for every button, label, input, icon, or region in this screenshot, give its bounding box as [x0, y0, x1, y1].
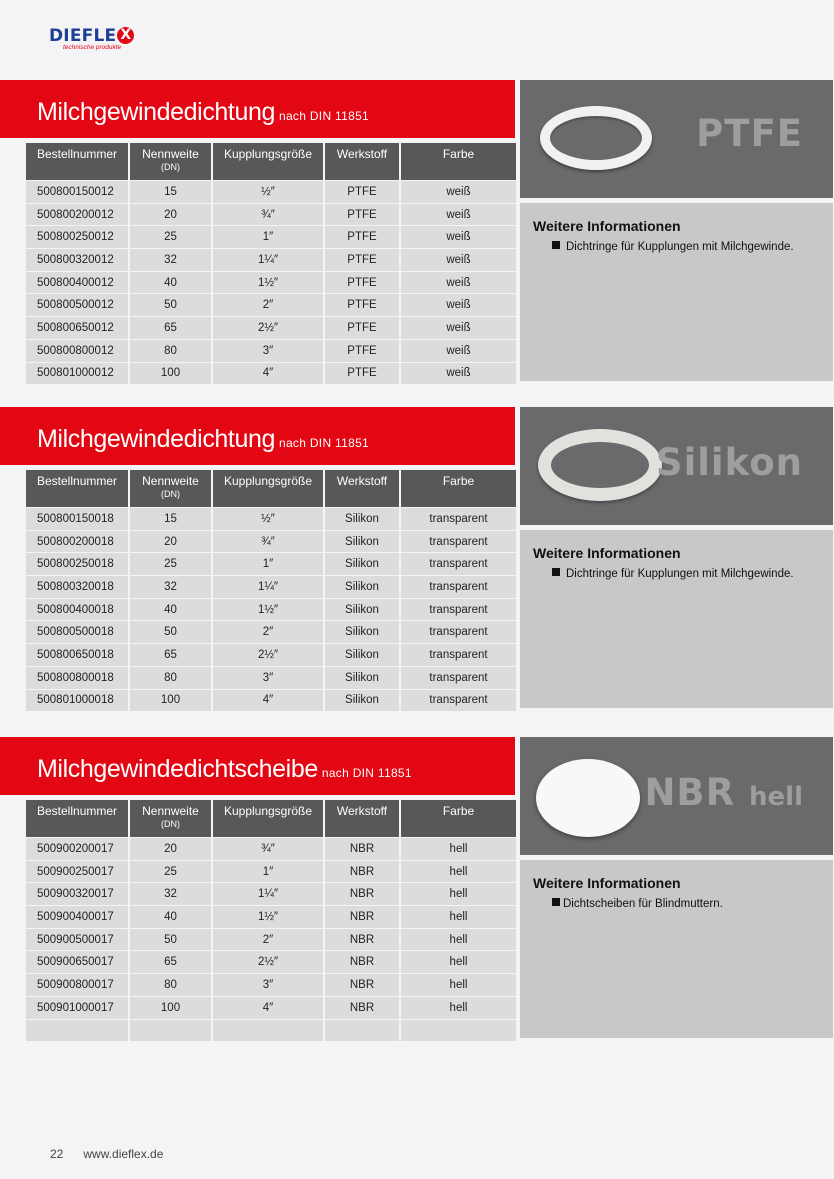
table-row: [26, 974, 516, 996]
cell-coupling: 1¼″: [213, 576, 323, 598]
section-banner: [0, 80, 515, 138]
col-header-coupling: Kupplungsgröße: [213, 470, 323, 507]
table-row: [26, 576, 516, 598]
cell-color: weiß: [401, 317, 516, 339]
cell-nominal: 50: [130, 294, 211, 316]
cell-order-no: 500800150012: [26, 181, 128, 203]
cell-coupling: 3″: [213, 340, 323, 362]
table-row: [26, 181, 516, 203]
cell-coupling: 1¼″: [213, 249, 323, 271]
table-row: [26, 621, 516, 643]
cell-order-no: 500900200017: [26, 838, 128, 860]
table-row: [26, 690, 516, 712]
cell-order-no: 500800500012: [26, 294, 128, 316]
table-row: [26, 838, 516, 860]
cell-material: [325, 1020, 399, 1042]
cell-coupling: 2½″: [213, 951, 323, 973]
info-heading: Weitere Informationen: [533, 875, 681, 891]
cell-order-no: 500800800018: [26, 667, 128, 689]
material-label: NBR hell: [644, 771, 803, 814]
cell-color: weiß: [401, 181, 516, 203]
product-image-panel: [520, 80, 833, 198]
cell-material: Silikon: [325, 621, 399, 643]
cell-coupling: [213, 1020, 323, 1042]
col-header-order-no: Bestellnummer: [26, 143, 128, 180]
page-footer: [50, 1147, 163, 1161]
product-table: [24, 469, 518, 712]
cell-material: NBR: [325, 906, 399, 928]
cell-nominal: [130, 1020, 211, 1042]
table-row: [26, 226, 516, 248]
ptfe-ring-image: [540, 106, 652, 170]
cell-material: PTFE: [325, 363, 399, 385]
col-header-dn: (DN): [161, 162, 180, 172]
cell-color: weiß: [401, 226, 516, 248]
col-header-nominal: Nennweite (DN): [130, 143, 211, 180]
product-image-panel: [520, 407, 833, 525]
table-row: [26, 272, 516, 294]
product-table: [24, 142, 518, 385]
bullet-square-icon: [552, 241, 560, 249]
section-title: Milchgewindedichtscheibe nach DIN 11851: [37, 755, 412, 783]
col-header-nominal: Nennweite (DN): [130, 470, 211, 507]
cell-material: NBR: [325, 861, 399, 883]
col-header-nominal: Nennweite (DN): [130, 800, 211, 837]
cell-order-no: 500800250012: [26, 226, 128, 248]
table-row: [26, 553, 516, 575]
cell-coupling: 4″: [213, 690, 323, 712]
cell-nominal: 100: [130, 997, 211, 1019]
cell-material: NBR: [325, 929, 399, 951]
logo-tagline: technische produkte: [63, 44, 122, 51]
cell-material: Silikon: [325, 644, 399, 666]
cell-color: weiß: [401, 340, 516, 362]
cell-nominal: 40: [130, 906, 211, 928]
table-row: [26, 531, 516, 553]
cell-material: Silikon: [325, 531, 399, 553]
cell-material: Silikon: [325, 690, 399, 712]
cell-coupling: ¾″: [213, 531, 323, 553]
info-panel: [520, 860, 833, 1038]
cell-color: weiß: [401, 363, 516, 385]
cell-order-no: 500900250017: [26, 861, 128, 883]
cell-nominal: 80: [130, 667, 211, 689]
table-row: [26, 644, 516, 666]
cell-material: Silikon: [325, 508, 399, 530]
cell-color: transparent: [401, 644, 516, 666]
product-table: [24, 799, 518, 1042]
cell-coupling: 1½″: [213, 272, 323, 294]
table-row: [26, 861, 516, 883]
cell-order-no: 500800400012: [26, 272, 128, 294]
dieflex-logo: [49, 27, 134, 51]
cell-coupling: 4″: [213, 363, 323, 385]
col-header-coupling: Kupplungsgröße: [213, 143, 323, 180]
table-row: [26, 929, 516, 951]
cell-coupling: 1½″: [213, 906, 323, 928]
cell-coupling: 4″: [213, 997, 323, 1019]
cell-nominal: 80: [130, 340, 211, 362]
cell-color: transparent: [401, 599, 516, 621]
cell-order-no: 500800400018: [26, 599, 128, 621]
cell-coupling: 1″: [213, 226, 323, 248]
table-row: [26, 667, 516, 689]
cell-color: transparent: [401, 531, 516, 553]
table-row: [26, 340, 516, 362]
cell-coupling: ¾″: [213, 838, 323, 860]
cell-nominal: 65: [130, 317, 211, 339]
cell-color: transparent: [401, 621, 516, 643]
cell-material: PTFE: [325, 181, 399, 203]
bullet-square-icon: [552, 568, 560, 576]
cell-nominal: 32: [130, 883, 211, 905]
cell-color: transparent: [401, 553, 516, 575]
section-subtitle: nach DIN 11851: [278, 436, 370, 450]
cell-nominal: 25: [130, 861, 211, 883]
cell-coupling: 3″: [213, 974, 323, 996]
table-row: [26, 883, 516, 905]
cell-color: transparent: [401, 508, 516, 530]
cell-coupling: 2″: [213, 294, 323, 316]
cell-order-no: 500900650017: [26, 951, 128, 973]
cell-color: [401, 1020, 516, 1042]
col-header-material: Werkstoff: [325, 470, 399, 507]
cell-color: transparent: [401, 690, 516, 712]
cell-color: weiß: [401, 204, 516, 226]
cell-color: hell: [401, 974, 516, 996]
cell-material: PTFE: [325, 249, 399, 271]
section-subtitle: nach DIN 11851: [278, 109, 370, 123]
product-image-panel: [520, 737, 833, 855]
cell-material: NBR: [325, 838, 399, 860]
cell-color: hell: [401, 997, 516, 1019]
material-label: Silikon: [655, 441, 803, 484]
material-label-suffix: hell: [749, 782, 803, 812]
cell-order-no: [26, 1020, 128, 1042]
cell-nominal: 20: [130, 531, 211, 553]
section-title: Milchgewindedichtung nach DIN 11851: [37, 425, 370, 453]
cell-nominal: 15: [130, 181, 211, 203]
section-subtitle: nach DIN 11851: [321, 766, 412, 780]
cell-coupling: 2″: [213, 929, 323, 951]
col-header-color: Farbe: [401, 143, 516, 180]
cell-order-no: 500900800017: [26, 974, 128, 996]
bullet-square-icon: [552, 898, 560, 906]
cell-material: PTFE: [325, 204, 399, 226]
cell-nominal: 25: [130, 553, 211, 575]
cell-coupling: ¾″: [213, 204, 323, 226]
cell-material: NBR: [325, 997, 399, 1019]
cell-nominal: 40: [130, 272, 211, 294]
col-header-color: Farbe: [401, 470, 516, 507]
silikon-ring-image: [538, 429, 662, 501]
cell-color: hell: [401, 906, 516, 928]
cell-material: Silikon: [325, 667, 399, 689]
cell-coupling: ½″: [213, 181, 323, 203]
cell-coupling: 3″: [213, 667, 323, 689]
table-row: [26, 951, 516, 973]
cell-nominal: 80: [130, 974, 211, 996]
cell-material: NBR: [325, 883, 399, 905]
cell-material: PTFE: [325, 317, 399, 339]
table-row: [26, 363, 516, 385]
cell-material: NBR: [325, 951, 399, 973]
cell-order-no: 500800650018: [26, 644, 128, 666]
cell-nominal: 50: [130, 929, 211, 951]
col-header-color: Farbe: [401, 800, 516, 837]
cell-color: hell: [401, 838, 516, 860]
cell-nominal: 40: [130, 599, 211, 621]
cell-order-no: 500800200018: [26, 531, 128, 553]
col-header-order-no: Bestellnummer: [26, 470, 128, 507]
nbr-disc-image: [536, 759, 640, 837]
info-item: Dichtringe für Kupplungen mit Milchgewinde.: [552, 568, 794, 580]
cell-material: Silikon: [325, 553, 399, 575]
col-header-material: Werkstoff: [325, 800, 399, 837]
table-row: [26, 508, 516, 530]
table-row: [26, 906, 516, 928]
cell-order-no: 500800500018: [26, 621, 128, 643]
cell-coupling: 2½″: [213, 644, 323, 666]
info-heading: Weitere Informationen: [533, 218, 681, 234]
table-row: [26, 249, 516, 271]
cell-coupling: 1″: [213, 553, 323, 575]
info-item: Dichtscheiben für Blindmuttern.: [552, 898, 723, 910]
table-row: [26, 294, 516, 316]
cell-order-no: 500800250018: [26, 553, 128, 575]
cell-order-no: 500900400017: [26, 906, 128, 928]
cell-color: hell: [401, 929, 516, 951]
cell-color: transparent: [401, 667, 516, 689]
cell-material: NBR: [325, 974, 399, 996]
cell-nominal: 32: [130, 249, 211, 271]
info-panel: [520, 530, 833, 708]
cell-order-no: 500801000018: [26, 690, 128, 712]
cell-material: PTFE: [325, 340, 399, 362]
table-row: [26, 317, 516, 339]
info-item: Dichtringe für Kupplungen mit Milchgewinde.: [552, 241, 794, 253]
logo-x-mark: X: [117, 27, 134, 44]
cell-material: Silikon: [325, 599, 399, 621]
cell-nominal: 100: [130, 690, 211, 712]
cell-material: PTFE: [325, 294, 399, 316]
section-banner: [0, 737, 515, 795]
page-number: 22: [50, 1147, 64, 1161]
cell-nominal: 32: [130, 576, 211, 598]
cell-coupling: 1″: [213, 861, 323, 883]
table-row: [26, 599, 516, 621]
cell-coupling: 2″: [213, 621, 323, 643]
col-header-material: Werkstoff: [325, 143, 399, 180]
logo-wordmark: DIEFLE: [49, 26, 117, 46]
cell-nominal: 20: [130, 204, 211, 226]
cell-nominal: 50: [130, 621, 211, 643]
cell-coupling: 2½″: [213, 317, 323, 339]
cell-color: hell: [401, 951, 516, 973]
table-row: [26, 1020, 516, 1042]
col-header-coupling: Kupplungsgröße: [213, 800, 323, 837]
cell-color: transparent: [401, 576, 516, 598]
cell-coupling: 1½″: [213, 599, 323, 621]
cell-order-no: 500900320017: [26, 883, 128, 905]
cell-coupling: ½″: [213, 508, 323, 530]
cell-order-no: 500800650012: [26, 317, 128, 339]
cell-nominal: 100: [130, 363, 211, 385]
cell-coupling: 1¼″: [213, 883, 323, 905]
table-row: [26, 204, 516, 226]
cell-material: Silikon: [325, 576, 399, 598]
footer-url[interactable]: www.dieflex.de: [83, 1147, 164, 1161]
cell-color: hell: [401, 883, 516, 905]
cell-order-no: 500800200012: [26, 204, 128, 226]
info-heading: Weitere Informationen: [533, 545, 681, 561]
table-row: [26, 997, 516, 1019]
cell-material: PTFE: [325, 272, 399, 294]
cell-color: weiß: [401, 272, 516, 294]
cell-order-no: 500800320018: [26, 576, 128, 598]
cell-order-no: 500801000012: [26, 363, 128, 385]
cell-order-no: 500901000017: [26, 997, 128, 1019]
info-panel: [520, 203, 833, 381]
cell-order-no: 500800800012: [26, 340, 128, 362]
cell-nominal: 25: [130, 226, 211, 248]
col-header-dn: (DN): [161, 489, 180, 499]
cell-nominal: 65: [130, 951, 211, 973]
cell-nominal: 65: [130, 644, 211, 666]
material-label: PTFE: [696, 112, 803, 155]
section-title: Milchgewindedichtung nach DIN 11851: [37, 98, 370, 126]
cell-material: PTFE: [325, 226, 399, 248]
cell-color: hell: [401, 861, 516, 883]
col-header-dn: (DN): [161, 819, 180, 829]
cell-nominal: 20: [130, 838, 211, 860]
col-header-order-no: Bestellnummer: [26, 800, 128, 837]
cell-color: weiß: [401, 294, 516, 316]
cell-color: weiß: [401, 249, 516, 271]
cell-nominal: 15: [130, 508, 211, 530]
cell-order-no: 500800320012: [26, 249, 128, 271]
cell-order-no: 500900500017: [26, 929, 128, 951]
cell-order-no: 500800150018: [26, 508, 128, 530]
section-banner: [0, 407, 515, 465]
